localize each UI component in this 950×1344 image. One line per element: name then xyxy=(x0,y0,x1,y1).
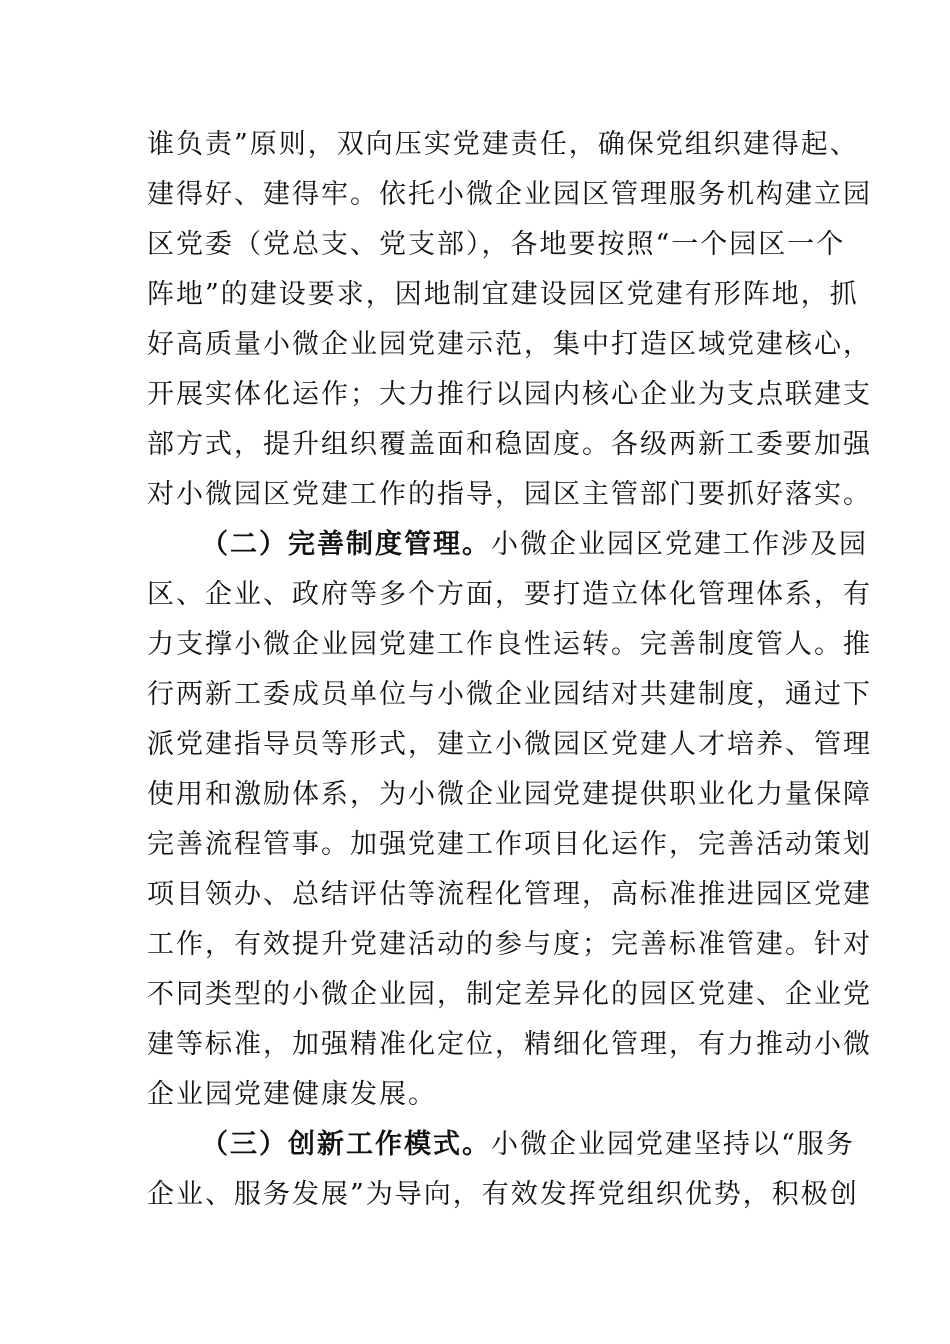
text-line: 力支撑小微企业园党建工作良性运转。完善制度管人。推 xyxy=(147,629,872,660)
text-line: 派党建指导员等形式，建立小微园区党建人才培养、管理 xyxy=(147,729,872,760)
text-line: 建等标准，加强精准化定位，精细化管理，有力推动小微 xyxy=(147,1029,872,1060)
text-line: 使用和激励体系，为小微企业园党建提供职业化力量保障 xyxy=(147,779,872,810)
section-heading: （二）完善制度管理。 xyxy=(201,529,491,560)
text-line: 区党委（党总支、党支部），各地要按照“一个园区一个 xyxy=(147,229,846,260)
text-line: 建得好、建得牢。依托小微企业园区管理服务机构建立园 xyxy=(147,179,872,210)
text-line: 对小微园区党建工作的指导，园区主管部门要抓好落实。 xyxy=(147,479,872,510)
text-line: 好高质量小微企业园党建示范，集中打造区域党建核心， xyxy=(147,329,872,360)
text-line: 企业园党建健康发展。 xyxy=(147,1079,437,1110)
text-line: 开展实体化运作；大力推行以园内核心企业为支点联建支 xyxy=(147,379,872,410)
text-line: 工作，有效提升党建活动的参与度；完善标准管建。针对 xyxy=(147,929,872,960)
text-line: 行两新工委成员单位与小微企业园结对共建制度，通过下 xyxy=(147,679,872,710)
text-line: 阵地”的建设要求，因地制宜建设园区党建有形阵地，抓 xyxy=(147,279,859,310)
text-line: 企业、服务发展”为导向，有效发挥党组织优势，积极创 xyxy=(147,1179,859,1210)
paragraph-first-line xyxy=(201,1128,855,1162)
text-line: 项目领办、总结评估等流程化管理，高标准推进园区党建 xyxy=(147,879,872,910)
text-line: 部方式，提升组织覆盖面和稳固度。各级两新工委要加强 xyxy=(147,429,872,460)
text-line: 区、企业、政府等多个方面，要打造立体化管理体系，有 xyxy=(147,579,872,610)
text-run: 小微企业园党建坚持以“服务 xyxy=(491,1129,855,1160)
text-run: 小微企业园区党建工作涉及园 xyxy=(491,529,868,560)
text-line: 不同类型的小微企业园，制定差异化的园区党建、企业党 xyxy=(147,979,872,1010)
section-heading: （三）创新工作模式。 xyxy=(201,1129,491,1160)
paragraph-first-line xyxy=(201,528,868,562)
text-line: 完善流程管事。加强党建工作项目化运作，完善活动策划 xyxy=(147,829,872,860)
text-line: 谁负责”原则，双向压实党建责任，确保党组织建得起、 xyxy=(147,129,859,160)
